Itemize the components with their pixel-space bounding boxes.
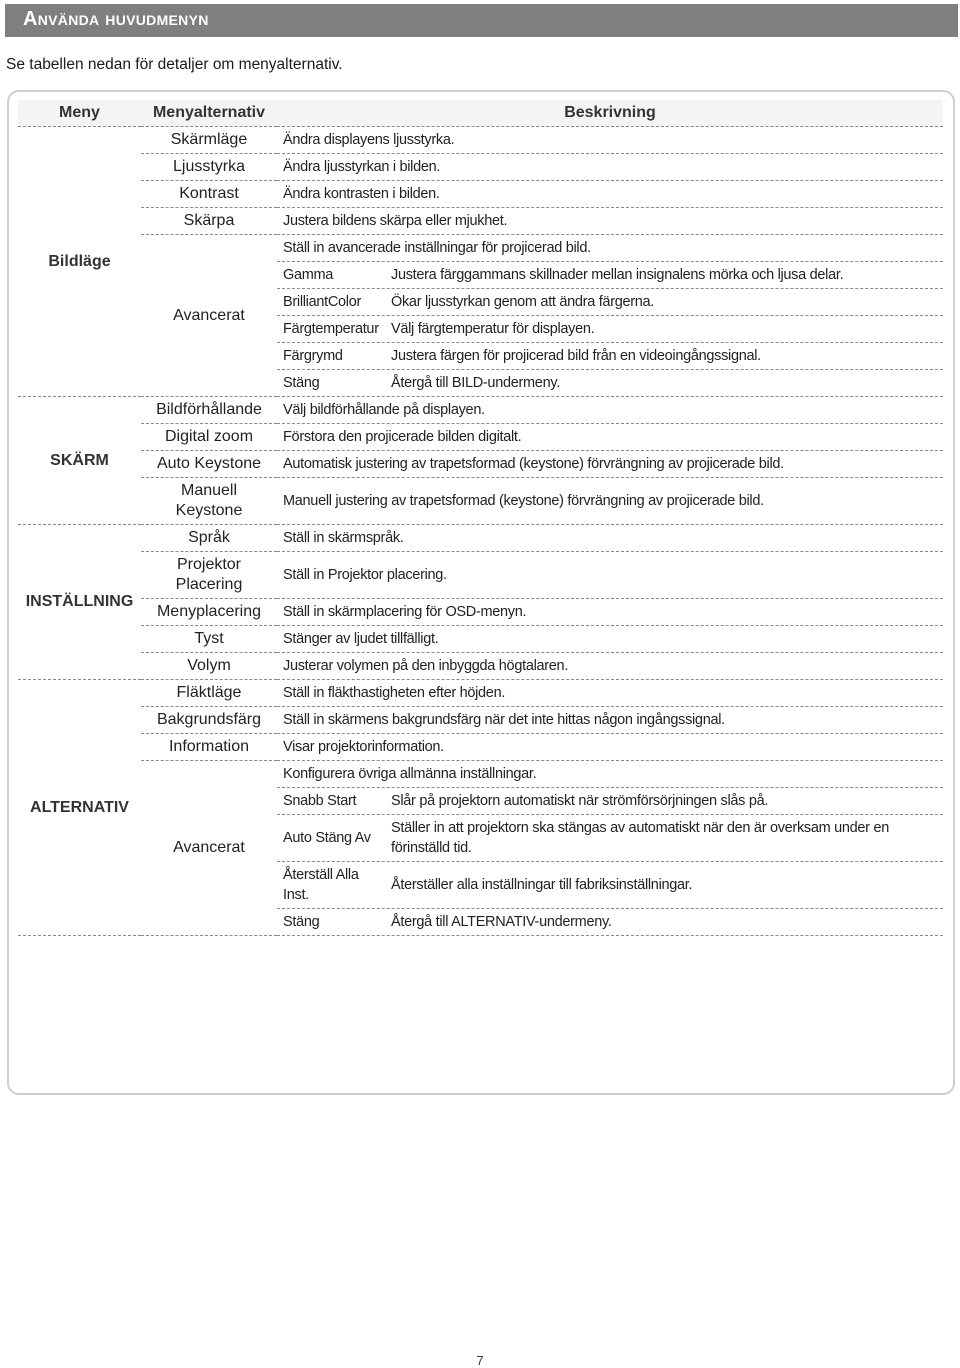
- table-row: [18, 734, 943, 761]
- table-row: [18, 478, 943, 525]
- option-cell: Auto Keystone: [141, 451, 277, 478]
- table-row: [18, 653, 943, 680]
- sub-value: Återgå till ALTERNATIV-undermeny.: [391, 914, 612, 930]
- menu-installning: INSTÄLLNING: [18, 525, 141, 680]
- option-cell: Volym: [141, 653, 277, 680]
- table-row: [18, 208, 943, 235]
- option-cell: Avancerat: [141, 235, 277, 397]
- header-menu: Meny: [18, 100, 141, 127]
- desc-cell: Ställ in skärmplacering för OSD-menyn.: [277, 599, 943, 626]
- sub-value: Slår på projektorn automatiskt när strömförsörjningen slås på.: [391, 793, 769, 809]
- option-cell: Avancerat: [141, 761, 277, 936]
- header-option: Menyalternativ: [141, 100, 277, 127]
- desc-cell: Ställ in skärmspråk.: [277, 525, 943, 552]
- table-row: [18, 181, 943, 208]
- sub-value: Återgå till BILD-undermeny.: [391, 375, 560, 391]
- table-row: [18, 599, 943, 626]
- desc-cell: Ställ in Projektor placering.: [277, 552, 943, 599]
- sub-value: Välj färgtemperatur för displayen.: [391, 321, 595, 337]
- sub-key: Stäng: [283, 914, 320, 930]
- option-cell: Fläktläge: [141, 680, 277, 707]
- option-cell: Bakgrundsfärg: [141, 707, 277, 734]
- desc-cell: Manuell justering av trapetsformad (keystone) förvrängning av projicerade bild.: [277, 478, 943, 525]
- page-number: 7: [476, 1353, 484, 1368]
- desc-cell: Visar projektorinformation.: [277, 734, 943, 761]
- option-cell: Projektor Placering: [141, 552, 277, 599]
- table-row: [18, 761, 943, 788]
- desc-cell: Stänger av ljudet tillfälligt.: [277, 626, 943, 653]
- option-cell: Språk: [141, 525, 277, 552]
- table-row: [18, 127, 943, 154]
- desc-cell: Automatisk justering av trapetsformad (keystone) förvrängning av projicerade bild.: [277, 451, 943, 478]
- sub-key: Färgrymd: [283, 348, 343, 364]
- option-cell: Tyst: [141, 626, 277, 653]
- option-cell: Skärpa: [141, 208, 277, 235]
- desc-cell: Ändra displayens ljusstyrka.: [277, 127, 943, 154]
- menu-table: [18, 100, 943, 936]
- desc-cell: Förstora den projicerade bilden digitalt.: [277, 424, 943, 451]
- sub-key: Återställ Alla Inst.: [283, 867, 359, 903]
- table-row: [18, 680, 943, 707]
- table-row: [18, 707, 943, 734]
- table-row: [18, 451, 943, 478]
- option-cell: Skärmläge: [141, 127, 277, 154]
- menu-skarm: SKÄRM: [18, 397, 141, 525]
- desc-cell: Ställ in fläkthastigheten efter höjden.: [277, 680, 943, 707]
- option-cell: Ljusstyrka: [141, 154, 277, 181]
- option-cell: Digital zoom: [141, 424, 277, 451]
- option-cell: Information: [141, 734, 277, 761]
- desc-cell: Välj bildförhållande på displayen.: [277, 397, 943, 424]
- table-row: [18, 397, 943, 424]
- table-row: [18, 525, 943, 552]
- desc-cell: Konfigurera övriga allmänna inställningar.: [277, 761, 943, 788]
- table-row: [18, 552, 943, 599]
- sub-value: Justera färgen för projicerad bild från en videoingångssignal.: [391, 348, 761, 364]
- sub-key: Snabb Start: [283, 793, 357, 809]
- desc-cell: Ändra kontrasten i bilden.: [277, 181, 943, 208]
- table-row: [18, 235, 943, 262]
- option-cell: Menyplacering: [141, 599, 277, 626]
- sub-value: Justera färggammans skillnader mellan insignalens mörka och ljusa delar.: [391, 267, 844, 283]
- sub-value: Ökar ljusstyrkan genom att ändra färgerna.: [391, 294, 655, 310]
- desc-cell: Ändra ljusstyrkan i bilden.: [277, 154, 943, 181]
- desc-cell: Justerar volymen på den inbyggda högtalaren.: [277, 653, 943, 680]
- option-cell: Manuell Keystone: [141, 478, 277, 525]
- sub-key: Auto Stäng Av: [283, 830, 371, 846]
- sub-value: Ställer in att projektorn ska stängas av automatiskt när den är overksam under en förinställd tid.: [391, 820, 889, 856]
- section-title-bar: [5, 4, 958, 37]
- menu-alternativ: ALTERNATIV: [18, 680, 141, 936]
- section-title: Använda huvudmenyn: [23, 8, 209, 30]
- sub-value: Återställer alla inställningar till fabriksinställningar.: [391, 877, 693, 893]
- sub-key: BrilliantColor: [283, 294, 361, 310]
- table-header-row: [18, 100, 943, 127]
- option-cell: Bildförhållande: [141, 397, 277, 424]
- table-row: [18, 626, 943, 653]
- menu-bildlage: Bildläge: [18, 127, 141, 397]
- header-description: Beskrivning: [277, 100, 943, 127]
- table-row: [18, 154, 943, 181]
- sub-key: Gamma: [283, 267, 334, 283]
- desc-cell: Ställ in skärmens bakgrundsfärg när det inte hittas någon ingångssignal.: [277, 707, 943, 734]
- desc-cell: Justera bildens skärpa eller mjukhet.: [277, 208, 943, 235]
- sub-key: Färgtemperatur: [283, 321, 379, 337]
- table-row: [18, 424, 943, 451]
- option-cell: Kontrast: [141, 181, 277, 208]
- desc-cell: Ställ in avancerade inställningar för projicerad bild.: [277, 235, 943, 262]
- sub-key: Stäng: [283, 375, 320, 391]
- intro-text: Se tabellen nedan för detaljer om menyalternativ.: [6, 56, 343, 73]
